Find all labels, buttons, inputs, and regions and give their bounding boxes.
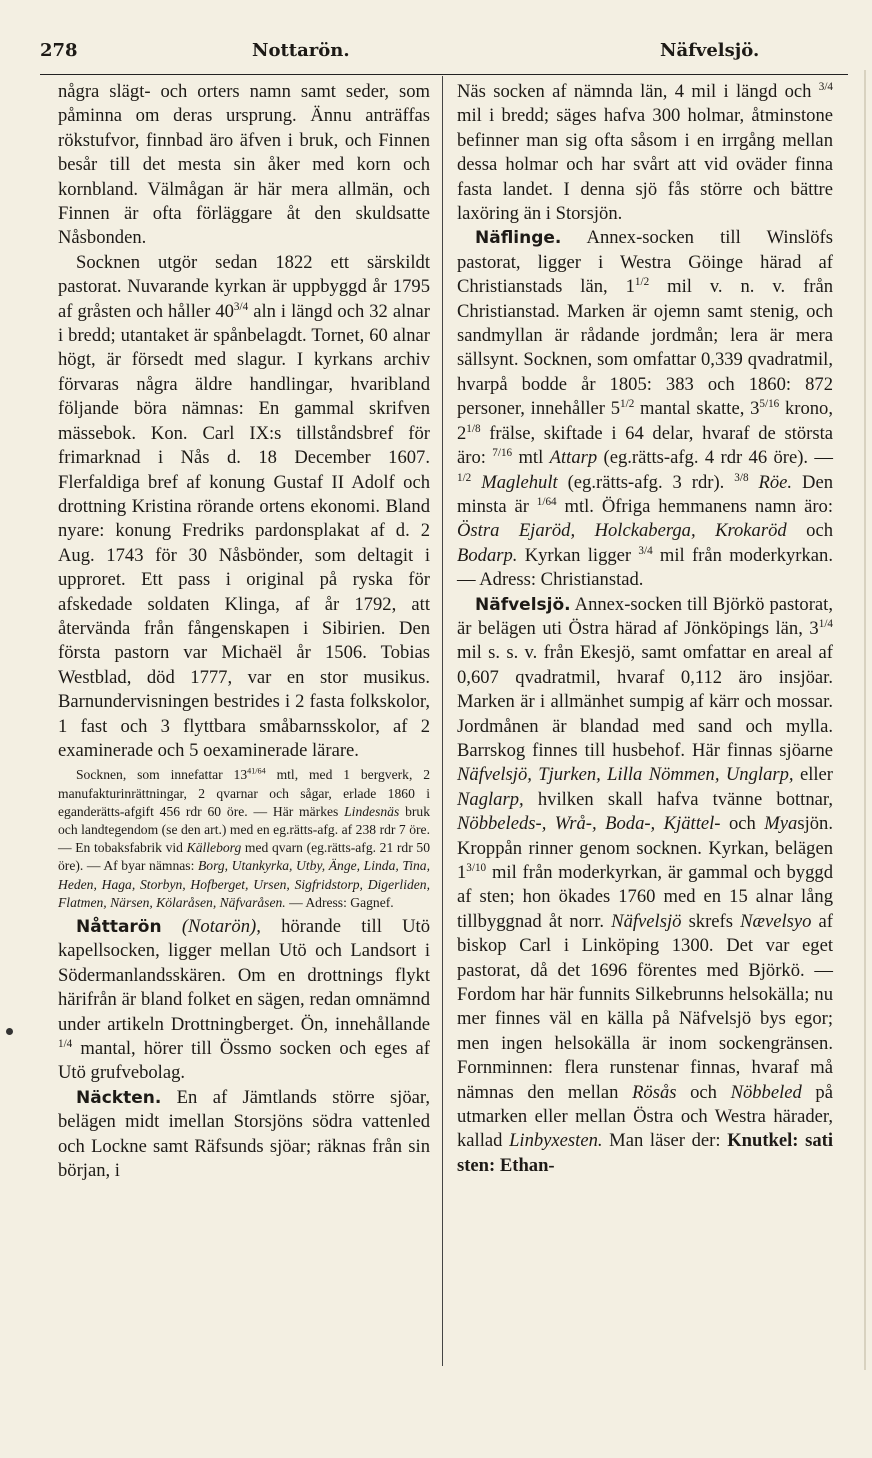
header-right-title: Näfvelsjö. — [660, 40, 760, 61]
headword-naflinge: Näflinge. — [475, 228, 562, 249]
headword-nattaron: Nåttarön — [76, 917, 162, 937]
headword-nackten: Näckten. — [76, 1087, 162, 1108]
headword-nafvelsjo: Näfvelsjö. — [475, 594, 571, 615]
paragraph-nas-socken: Näs socken af nämnda län, 4 mil i längd och $^{3/4}$ mil i bredd; säges hafva 300 holmar, åtminstone befinner man sig ofta såsom i en irrgång mellan dessa holmar och har svårt att vid oväder finna fasta landet. I denna sjö fås större och bättre laxöring än i Storsjön. — [457, 80, 833, 225]
entry-nattaron: Nåttarön (Notarön), hörande till Utö kapellsocken, ligger mellan Utö och Landsort i Södermanlandsskären. Om en drottnings flykt härifrån är bland folket en sägen, redan omnämnd under artikeln Drottningberget. Ön, innehållande $^{1/4}$ mantal, hörer till Össmo socken och eges af Utö grufvebolag. — [58, 916, 430, 1084]
header-rule — [40, 74, 848, 75]
page-edge-shadow — [864, 70, 866, 1370]
ink-speck — [6, 1028, 13, 1035]
runic-inscription: Knutkel: sati sten: Ethan- — [457, 1130, 834, 1176]
right-column — [457, 80, 833, 1178]
running-header — [40, 40, 848, 74]
page-number: 278 — [40, 40, 78, 61]
entry-nafvelsjo: Näfvelsjö. Annex-socken till Björkö pastorat, är belägen uti Östra härad af Jönköpings län, $3^{1/4}$ mil s. s. v. från Ekesjö, samt omfattar en areal af 0,607 qvadratmil, hvaraf 0,112 äro insjöar. Marken är i allmänhet sumpig af kärr och mossar. Jordmånen är blandad med sand och mylla. Barrskog finnes till husbehof. Här finnas sjöarne Näfvelsjö, Tjurken, Lilla Nömmen, Unglarp, eller Naglarp, hvilken skall hafva tvänne bottnar, Nöbbeleds-, Wrå-, Boda-, Kjättel- och Myasjön. Kroppån rinner genom socknen. Kyrkan, belägen $1^{3/10}$ mil från moderkyrkan, är gammal och byggd af sten; hon ökades 1760 med en 15 alnar lång tillbyggnad åt norr. Näfvelsjö skrefs Nævelsyo af biskop Carl i Linköping 1300. Det var eget pastorat, då det 1696 förentes med Björkö. — Fordom har här funnits Silkebrunns helsokälla; nu mer finnes väl en källa på Näfvelsjö bys egor; men ingen helsokälla är inom sockengränsen. Fornminnen: flera runstenar finnas, hvaraf må nämnas den mellan Rösås och Nöbbeled på utmarken eller mellan Östra och Westra härader, kallad Linbyxesten. Man läser der: Knutkel: sati sten: Ethan- — [457, 593, 834, 1176]
left-column — [58, 80, 430, 1183]
entry-nackten: Näckten. En af Jämtlands större sjöar, belägen midt imellan Storsjöns södra vattenled och Lockne samt Räfsunds sjöar; räknas från sin början, i — [58, 1086, 430, 1182]
header-left-title: Nottarön. — [252, 40, 350, 61]
paragraph-finns: några slägt- och orters namn samt seder, som påminna om deras ursprung. Ännu anträffas rökstufvor, finnbad äro äfven i bruk, och Finnen besår till det mesta sin åker med korn och kornbland. Välmågan är här mera allmän, och Finnen är ofta förläggare åt den skuldsatte Nåsbonden. — [58, 81, 430, 249]
paragraph-pastorat: Socknen utgör sedan 1822 ett särskildt pastorat. Nuvarande kyrkan är uppbyggd år 1795 af gråsten och håller $40^{3/4}$ aln i längd och 32 alnar i bredd; utantaket är spånbelagdt. Tornet, 60 alnar högt, är försedt med slagur. I kyrkans archiv förvaras några äldre handlingar, hvaribland följande böra nämnas: En gammal skrifven mässebok. Kon. Carl IX:s tillståndsbref för frimarknad i Nås d. 18 December 1607. Flerfaldiga bref af konung Gustaf II Adolf och drottning Kristina rörande ortens ekonomi. Bland nyare: konung Fredriks pardonsplakat af d. 2 Aug. 1743 för 30 Nåsbönder, som deltagit i upproret. Ett pass i original på ryska för afskedade soldaten Klinga, af år 1792, att återvända från fångenskapen i Sibirien. Den första pastorn var Michaël år 1506. Tobias Westblad, död 1777, var en stor musikus. Barnundervisningen bestrides i 2 fasta folkskolor, 1 fast och 3 flyttbara småbarnsskolor, af 2 examinerade och 5 oexaminerade lärare. — [58, 251, 430, 761]
column-divider — [442, 76, 443, 1366]
footnote-socknen: Socknen, som innefattar $13^{41/64}$ mtl, med 1 bergverk, 2 manufakturinrättningar, 2 qvarnar och sågar, erlade 1860 i eganderätts-afgift 456 rdr 60 öre. — Här märkes Lindesnäs bruk och landtegendom (se den art.) med en eg.rätts-afg. af 238 rdr 7 öre. — En tobaksfabrik vid Källeborg med qvarn (eg.rätts-afg. 21 rdr 50 öre). — Af byar nämnas: Borg, Utankyrka, Utby, Änge, Linda, Tina, Heden, Haga, Storbyn, Hofberget, Ursen, Sigfridstorp, Digerliden, Flatmen, Närsen, Kölaråsen, Näfvaråsen. — Adress: Gagnef. — [58, 766, 431, 910]
entry-naflinge: Näflinge. Annex-socken till Winslöfs pastorat, ligger i Westra Göinge härad af Christianstads län, $1^{1/2}$ mil v. n. v. från Christianstad. Marken är ojemn samt stenig, och sandmyllan är rådande jordmån; lera är mera sällsynt. Socknen, som omfattar 0,339 qvadratmil, hvarpå bodde år 1805: 383 och 1860: 872 personer, innehåller $5^{1/2}$ mantal skatte, $3^{5/16}$ krono, $2^{1/8}$ frälse, skiftade i 64 delar, hvaraf de största äro: $^{7/16}$ mtl Attarp (eg.rätts-afg. 4 rdr 46 öre). — $^{1/2}$ Maglehult (eg.rätts-afg. 3 rdr). $^{3/8}$ Röe. Den minsta är $^{1/64}$ mtl. Öfriga hemmanens namn äro: Östra Ejaröd, Holckaberga, Krokaröd och Bodarp. Kyrkan ligger $^{3/4}$ mil från moderkyrkan. — Adress: Christianstad. — [457, 227, 834, 591]
